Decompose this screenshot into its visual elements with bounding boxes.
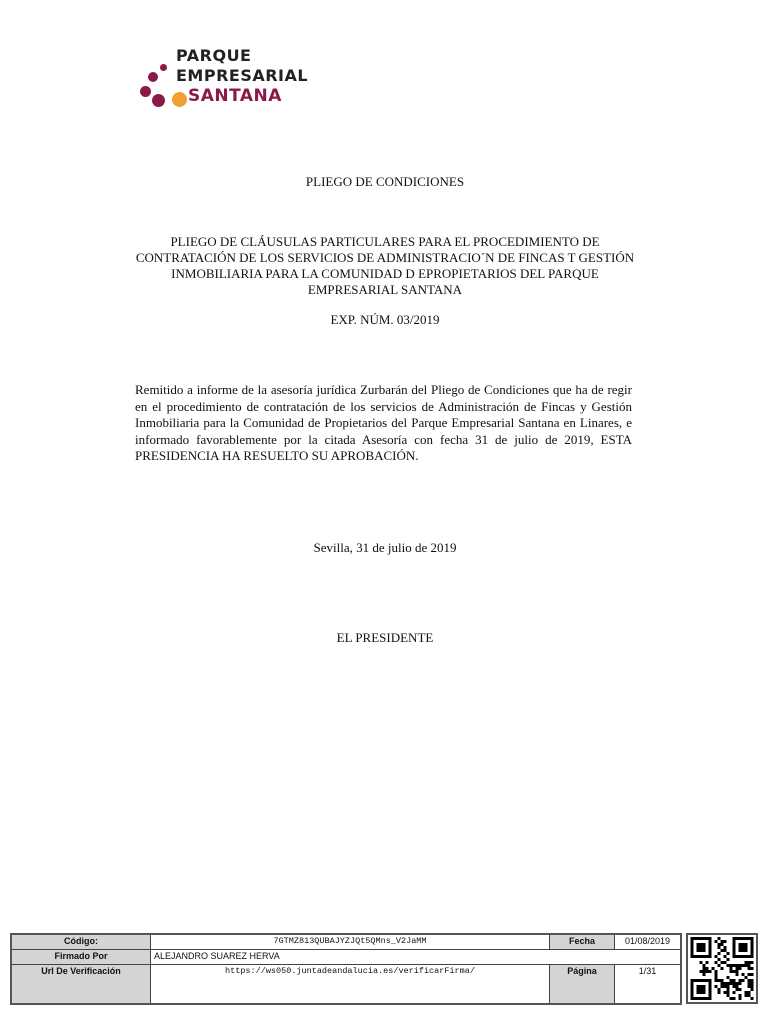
fecha-value: 01/08/2019 (615, 934, 682, 950)
logo-text-line2: EMPRESARIAL (176, 66, 309, 85)
firmado-label: Firmado Por (11, 950, 151, 965)
qr-code-icon (686, 933, 758, 1004)
logo-text-line3: SANTANA (188, 86, 282, 106)
document-heading: PLIEGO DE CONDICIONES (305, 174, 465, 189)
logo-text-line1: PARQUE (176, 46, 252, 65)
file-number: EXP. NÚM. 03/2019 (330, 312, 440, 327)
parque-empresarial-santana-logo (138, 42, 309, 114)
signature-verification-table (10, 933, 682, 1005)
place-date: Sevilla, 31 de julio de 2019 (313, 540, 457, 555)
codigo-value: 7GTMZ813QUBAJYZJQt5QMns_V2JaMM (151, 934, 550, 950)
pagina-label: Página (550, 965, 615, 1005)
verification-url-link[interactable]: https://ws050.juntadeandalucia.es/verificarFirma/ (151, 965, 550, 1005)
pagina-value: 1/31 (615, 965, 682, 1005)
document-title: PLIEGO DE CLÁUSULAS PARTICULARES PARA EL PROCEDIMIENTO DE CONTRATACIÓN DE LOS SERVICIOS DE ADMINISTRACIO´N DE FINCAS T GESTIÓN INMOBILIARIA PARA LA COMUNIDAD D EPROPIETARIOS DEL PARQUE EMPRESARIAL SANTANA (135, 234, 635, 297)
signature-title: EL PRESIDENTE (336, 630, 434, 645)
body-paragraph: Remitido a informe de la asesoría jurídica Zurbarán del Pliego de Condiciones que ha de regir en el procedimiento de contratación de los servicios de Administración de Fincas y Gestión Inmobiliaria para la Comunidad de Propietarios del Parque Empresarial Santana en Linares, e informado favorablemente por la citada Asesoría con fecha 31 de julio de 2019, ESTA PRESIDENCIA HA RESUELTO SU APROBACIÓN. (135, 382, 632, 463)
firmado-value: ALEJANDRO SUAREZ HERVA (151, 950, 682, 965)
fecha-label: Fecha (550, 934, 615, 950)
url-label: Url De Verificación (11, 965, 151, 1005)
codigo-label: Código: (11, 934, 151, 950)
